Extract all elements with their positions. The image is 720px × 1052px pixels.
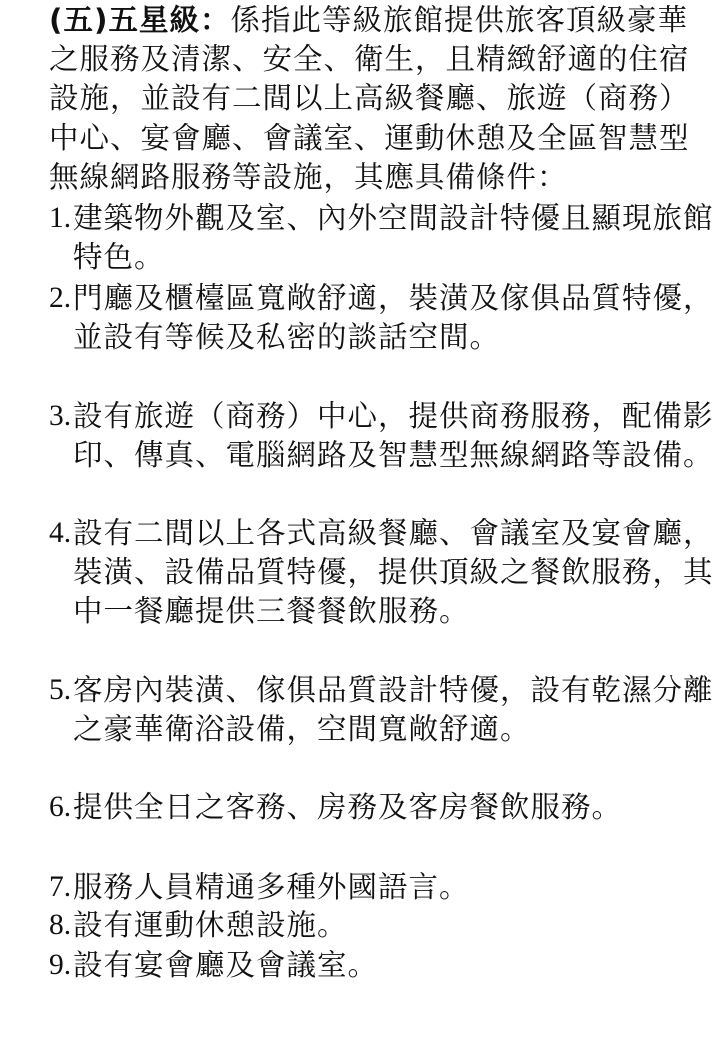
item-number: 5. (49, 674, 72, 707)
item-text: 客房內裝潢、傢俱品質設計特優，設有乾濕分離之豪華衛浴設備，空間寬敞舒適。 (73, 673, 714, 747)
item-text: 設有二間以上各式高級餐廳、會議室及宴會廳，裝潢、設備品質特優，提供頂級之餐飲服務，其中一餐廳提供三餐餐飲服務。 (73, 516, 714, 629)
item-number: 2. (49, 282, 72, 315)
item-text: 設有宴會廳及會議室。 (73, 948, 379, 983)
list-item (49, 279, 714, 397)
intro-paragraph (49, 0, 714, 197)
item-number: 9. (49, 949, 72, 982)
list-item (49, 514, 714, 671)
list-item (49, 906, 714, 946)
document-body (49, 0, 714, 985)
list-item (49, 397, 714, 514)
list-item (49, 788, 714, 868)
item-number: 8. (49, 909, 72, 942)
requirements-list (49, 199, 714, 985)
item-number: 7. (49, 871, 72, 904)
list-item (49, 946, 714, 985)
list-item (49, 868, 714, 906)
item-number: 3. (49, 400, 72, 433)
item-text: 設有旅遊（商務）中心，提供商務服務，配備影印、傳真、電腦網路及智慧型無線網路等設備。 (73, 399, 714, 473)
item-text: 門廳及櫃檯區寬敞舒適，裝潢及傢俱品質特優，並設有等候及私密的談話空間。 (73, 281, 714, 355)
list-item (49, 199, 714, 279)
list-item (49, 671, 714, 788)
intro-text: 係指此等級旅館提供旅客頂級豪華之服務及清潔、安全、衛生，且精緻舒適的住宿設施，並設有二間以上高級餐廳、旅遊（商務）中心、宴會廳、會議室、運動休憩及全區智慧型無線網路服務等設施，其應具備條件： (49, 3, 690, 194)
item-number: 4. (49, 517, 72, 550)
item-text: 設有運動休憩設施。 (73, 908, 348, 943)
item-text: 提供全日之客務、房務及客房餐飲服務。 (73, 790, 623, 825)
item-number: 1. (49, 202, 72, 235)
item-number: 6. (49, 791, 72, 824)
section-heading: (五)五星級： (49, 3, 231, 37)
item-text: 建築物外觀及室、內外空間設計特優且顯現旅館特色。 (73, 201, 714, 275)
item-text: 服務人員精通多種外國語言。 (73, 870, 470, 905)
